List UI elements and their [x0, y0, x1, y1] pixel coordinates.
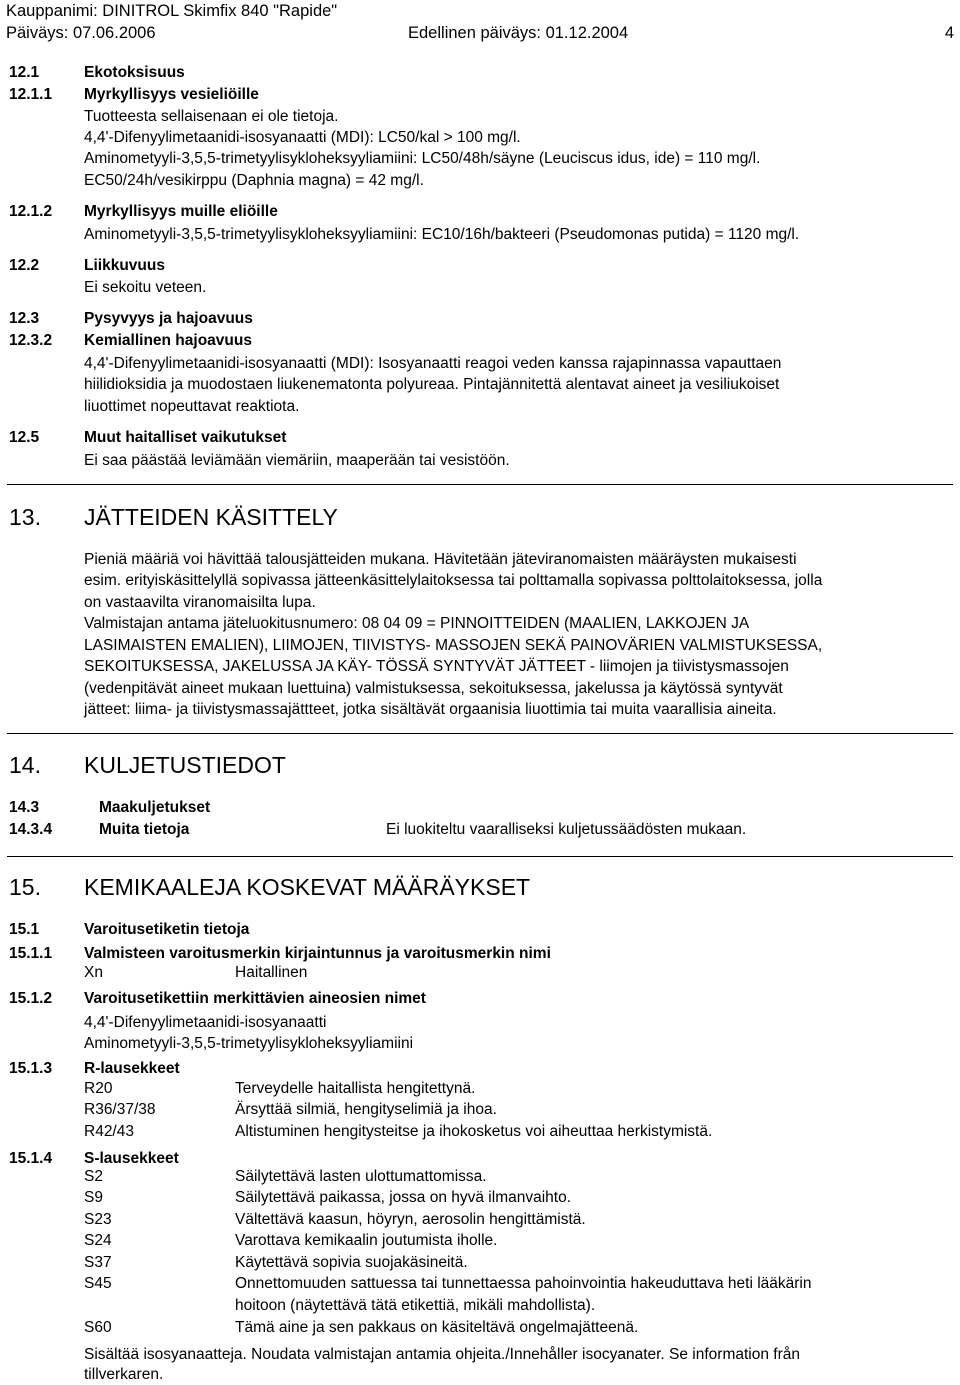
section-title: Valmisteen varoitusmerkin kirjaintunnus ja varoitusmerkin nimi	[84, 945, 551, 962]
component-name: Aminometyyli-3,5,5-trimetyylisykloheksyyliamiini	[84, 1035, 414, 1052]
section-number: 15.1.1	[9, 945, 53, 962]
section-title: Ekotoksisuus	[84, 64, 185, 81]
s-phrase-text: hoitoon (näytettävä tätä etikettiä, mikäli mahdollista).	[235, 1297, 596, 1314]
section-title: R-lausekkeet	[84, 1060, 180, 1077]
section-number: 15.1.2	[9, 990, 53, 1007]
section-heading: KULJETUSTIEDOT	[84, 752, 286, 778]
header-dates	[6, 22, 954, 44]
paragraph-line: Valmistajan antama jäteluokitusnumero: 08 04 09 = PINNOITTEIDEN (MAALIEN, LAKKOJEN JA	[84, 615, 750, 632]
paragraph-line: LASIMAISTEN EMALIEN), LIIMOJEN, TIIVISTYS- MASSOJEN SEKÄ PAINOVÄRIEN VALMISTUKSESSA,	[84, 637, 823, 654]
s-phrase-text: Onnettomuuden sattuessa tai tunnettaessa pahoinvointia hakeuduttava heti lääkärin	[235, 1275, 812, 1292]
s-phrase-text: Käytettävä sopivia suojakäsineitä.	[235, 1254, 468, 1271]
section-title: Varoitusetikettiin merkittävien aineosien nimet	[84, 990, 426, 1007]
section-number: 12.5	[9, 429, 40, 446]
page-number: 4	[944, 24, 954, 42]
s-phrase-code: S9	[84, 1189, 103, 1206]
revision-date: Päiväys: 07.06.2006	[6, 24, 156, 42]
section-divider	[7, 484, 953, 485]
s-phrase-code: S37	[84, 1254, 112, 1271]
paragraph-line: Aminometyyli-3,5,5-trimetyylisykloheksyyliamiini: LC50/48h/säyne (Leuciscus idus, ide) = 110 mg/l.	[84, 150, 761, 167]
footer-note-line: tillverkaren.	[84, 1366, 164, 1383]
paragraph-line: on vastaavilta viranomaisilta lupa.	[84, 594, 316, 611]
r-phrase-text: Altistuminen hengitysteitse ja ihokosketus voi aiheuttaa herkistymistä.	[235, 1123, 713, 1140]
section-title: Pysyvyys ja hajoavuus	[84, 310, 253, 327]
section-heading: KEMIKAALEJA KOSKEVAT MÄÄRÄYKSET	[84, 874, 531, 900]
section-number: 15.	[9, 874, 41, 900]
section-number: 14.	[9, 752, 41, 778]
section-number: 12.2	[9, 257, 40, 274]
section-number: 15.1.4	[9, 1150, 53, 1167]
paragraph-line: SEKOITUKSESSA, JAKELUSSA JA KÄY- TÖSSÄ SYNTYVÄT JÄTTEET - liimojen ja tiivistysmassojen	[84, 658, 789, 675]
section-number: 12.1.2	[9, 203, 53, 220]
paragraph-line: 4,4'-Difenyylimetaanidi-isosyanaatti (MDI): LC50/kal > 100 mg/l.	[84, 129, 521, 146]
hazard-symbol-code: Xn	[84, 964, 103, 981]
section-number: 12.1.1	[9, 86, 53, 103]
s-phrase-text: Vältettävä kaasun, höyryn, aerosolin hengittämistä.	[235, 1211, 586, 1228]
section-number: 13.	[9, 504, 41, 530]
section-divider	[7, 856, 953, 857]
previous-date: Edellinen päiväys: 01.12.2004	[408, 24, 629, 42]
transport-info: Ei luokiteltu vaaralliseksi kuljetussäädösten mukaan.	[386, 821, 747, 838]
s-phrase-text: Säilytettävä paikassa, jossa on hyvä ilmanvaihto.	[235, 1189, 572, 1206]
section-title: Myrkyllisyys muille eliöille	[84, 203, 278, 220]
paragraph-line: hiilidioksidia ja muodostaen liukenematonta polyureaa. Pintajännitettä alentavat aineet ja vesiliukoiset	[84, 376, 780, 393]
hazard-symbol-name: Haitallinen	[235, 964, 308, 981]
r-phrase-code: R20	[84, 1080, 113, 1097]
paragraph-line: Aminometyyli-3,5,5-trimetyylisykloheksyyliamiini: EC10/16h/bakteeri (Pseudomonas putida) = 1120 mg/l.	[84, 226, 800, 243]
r-phrase-code: R42/43	[84, 1123, 134, 1140]
section-number: 12.3.2	[9, 332, 53, 349]
product-name: Kauppanimi: DINITROL Skimfix 840 "Rapide"	[6, 2, 338, 20]
section-title: Kemiallinen hajoavuus	[84, 332, 252, 349]
section-number: 15.1.3	[9, 1060, 53, 1077]
s-phrase-text: Varottava kemikaalin joutumista iholle.	[235, 1232, 498, 1249]
s-phrase-text: Säilytettävä lasten ulottumattomissa.	[235, 1168, 487, 1185]
section-number: 14.3.4	[9, 821, 53, 838]
s-phrase-code: S45	[84, 1275, 112, 1292]
paragraph-line: jätteet: liima- ja tiivistysmassajättteet, jotka sisältävät orgaanisia liuottimia tai muita vaarallisia aineita.	[84, 701, 777, 718]
paragraph-line: Ei saa päästää leviämään viemäriin, maaperään tai vesistöön.	[84, 452, 510, 469]
section-title: Muut haitalliset vaikutukset	[84, 429, 287, 446]
paragraph-line: esim. erityiskäsittelyllä sopivassa jätteenkäsittelylaitoksessa tai polttamalla sopivassa polttolaitoksessa, jolla	[84, 572, 823, 589]
s-phrase-text: Tämä aine ja sen pakkaus on käsiteltävä ongelmajätteenä.	[235, 1319, 639, 1336]
s-phrase-code: S24	[84, 1232, 112, 1249]
section-heading: JÄTTEIDEN KÄSITTELY	[84, 504, 338, 530]
page-header	[6, 0, 954, 44]
section-title: Liikkuvuus	[84, 257, 165, 274]
footer-note-line: Sisältää isosyanaatteja. Noudata valmistajan antamia ohjeita./Innehåller isocyanater. Se information från	[84, 1346, 800, 1363]
section-number: 12.3	[9, 310, 40, 327]
paragraph-line: Tuotteesta sellaisenaan ei ole tietoja.	[84, 108, 339, 125]
paragraph-line: EC50/24h/vesikirppu (Daphnia magna) = 42 mg/l.	[84, 172, 424, 189]
component-name: 4,4'-Difenyylimetaanidi-isosyanaatti	[84, 1014, 327, 1031]
paragraph-line: (vedenpitävät aineet mukaan luettuina) valmistuksessa, sekoituksessa, jakelussa ja käytössä syntyvät	[84, 680, 783, 697]
s-phrase-code: S23	[84, 1211, 112, 1228]
paragraph-line: 4,4'-Difenyylimetaanidi-isosyanaatti (MDI): Isosyanaatti reagoi veden kanssa rajapinnassa vapauttaen	[84, 355, 782, 372]
section-divider	[7, 733, 953, 734]
section-number: 12.1	[9, 64, 40, 81]
section-title: Varoitusetiketin tietoja	[84, 921, 250, 938]
paragraph-line: liuottimet nopeuttavat reaktiota.	[84, 398, 300, 415]
paragraph-line: Ei sekoitu veteen.	[84, 279, 207, 296]
r-phrase-code: R36/37/38	[84, 1101, 156, 1118]
paragraph-line: Pieniä määriä voi hävittää talousjätteiden mukana. Hävitetään jäteviranomaisten määräysten mukaisesti	[84, 551, 797, 568]
section-number: 14.3	[9, 799, 40, 816]
r-phrase-text: Ärsyttää silmiä, hengityselimiä ja ihoa.	[235, 1101, 497, 1118]
r-phrase-text: Terveydelle haitallista hengitettynä.	[235, 1080, 476, 1097]
section-number: 15.1	[9, 921, 40, 938]
section-title: Muita tietoja	[99, 821, 190, 838]
s-phrase-code: S60	[84, 1319, 112, 1336]
s-phrase-code: S2	[84, 1168, 103, 1185]
section-title: S-lausekkeet	[84, 1150, 179, 1167]
section-title: Myrkyllisyys vesieliöille	[84, 86, 259, 103]
section-title: Maakuljetukset	[99, 799, 211, 816]
